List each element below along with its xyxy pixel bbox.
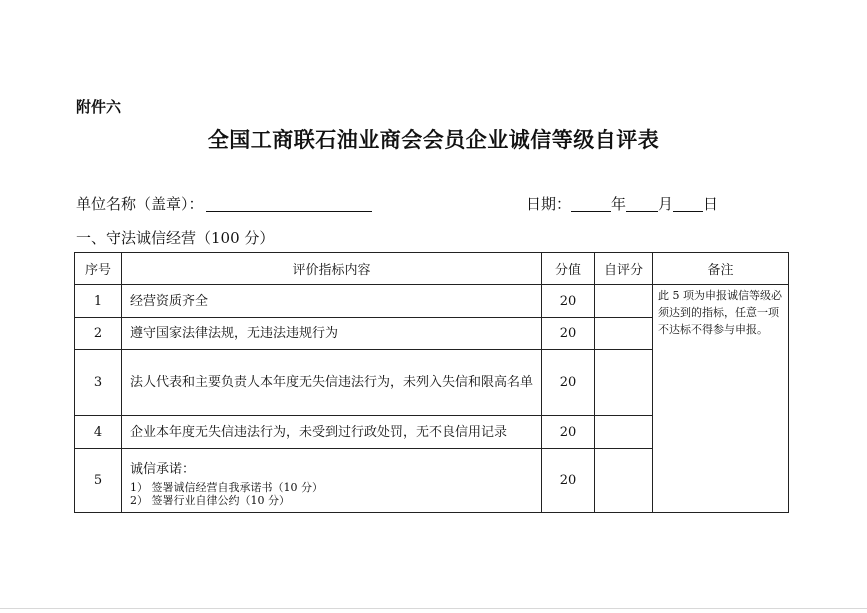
- row-number: 5: [75, 449, 122, 513]
- evaluation-table: [74, 252, 789, 513]
- row-criteria: 企业本年度无失信违法行为，未受到过行政处罚，无不良信用记录: [122, 416, 542, 449]
- row-criteria: [122, 449, 542, 513]
- header-remark: 备注: [653, 253, 789, 285]
- self-score-cell[interactable]: [595, 318, 653, 350]
- row-score: 20: [542, 318, 595, 350]
- self-score-cell[interactable]: [595, 416, 653, 449]
- promise-item: 2） 签署行业自律公约（10 分）: [130, 493, 290, 507]
- row-number: 3: [75, 350, 122, 416]
- remark-cell: 此 5 项为申报诚信等级必须达到的指标，任意一项不达标不得参与申报。: [653, 285, 789, 513]
- header-number: 序号: [75, 253, 122, 285]
- page-title: 全国工商联石油业商会会员企业诚信等级自评表: [207, 127, 660, 152]
- row-number: 2: [75, 318, 122, 350]
- header-score: 分值: [542, 253, 595, 285]
- row-score: 20: [542, 449, 595, 513]
- table-header-row: [75, 253, 789, 285]
- header-self-score: 自评分: [595, 253, 653, 285]
- row-criteria: 经营资质齐全: [122, 285, 542, 318]
- self-score-cell[interactable]: [595, 285, 653, 318]
- day-label: 日: [703, 195, 719, 213]
- row-number: 1: [75, 285, 122, 318]
- table-row: [75, 285, 789, 318]
- row-criteria: 法人代表和主要负责人本年度无失信违法行为，未列入失信和限高名单: [122, 350, 542, 416]
- promise-item: 1） 签署诚信经营自我承诺书（10 分）: [130, 480, 323, 494]
- self-score-cell[interactable]: [595, 449, 653, 513]
- section-title: 一、守法诚信经营（100 分）: [76, 229, 275, 247]
- row-score: 20: [542, 285, 595, 318]
- row-score: 20: [542, 350, 595, 416]
- row-score: 20: [542, 416, 595, 449]
- row-criteria: 遵守国家法律法规，无违法违规行为: [122, 318, 542, 350]
- row-number: 4: [75, 416, 122, 449]
- attachment-label: 附件六: [76, 98, 122, 116]
- self-score-cell[interactable]: [595, 350, 653, 416]
- date-row: [526, 193, 718, 214]
- unit-name-label: 单位名称（盖章）：: [76, 195, 204, 213]
- page-edge-divider: [0, 608, 867, 609]
- day-field[interactable]: [673, 196, 703, 212]
- promise-heading: 诚信承诺：: [130, 461, 196, 477]
- year-field[interactable]: [571, 196, 611, 212]
- date-label: 日期：: [526, 195, 572, 213]
- year-label: 年: [611, 195, 627, 213]
- month-label: 月: [658, 195, 674, 213]
- header-criteria: 评价指标内容: [122, 253, 542, 285]
- unit-name-field[interactable]: [206, 196, 372, 212]
- month-field[interactable]: [626, 196, 658, 212]
- unit-name-row: [76, 193, 372, 214]
